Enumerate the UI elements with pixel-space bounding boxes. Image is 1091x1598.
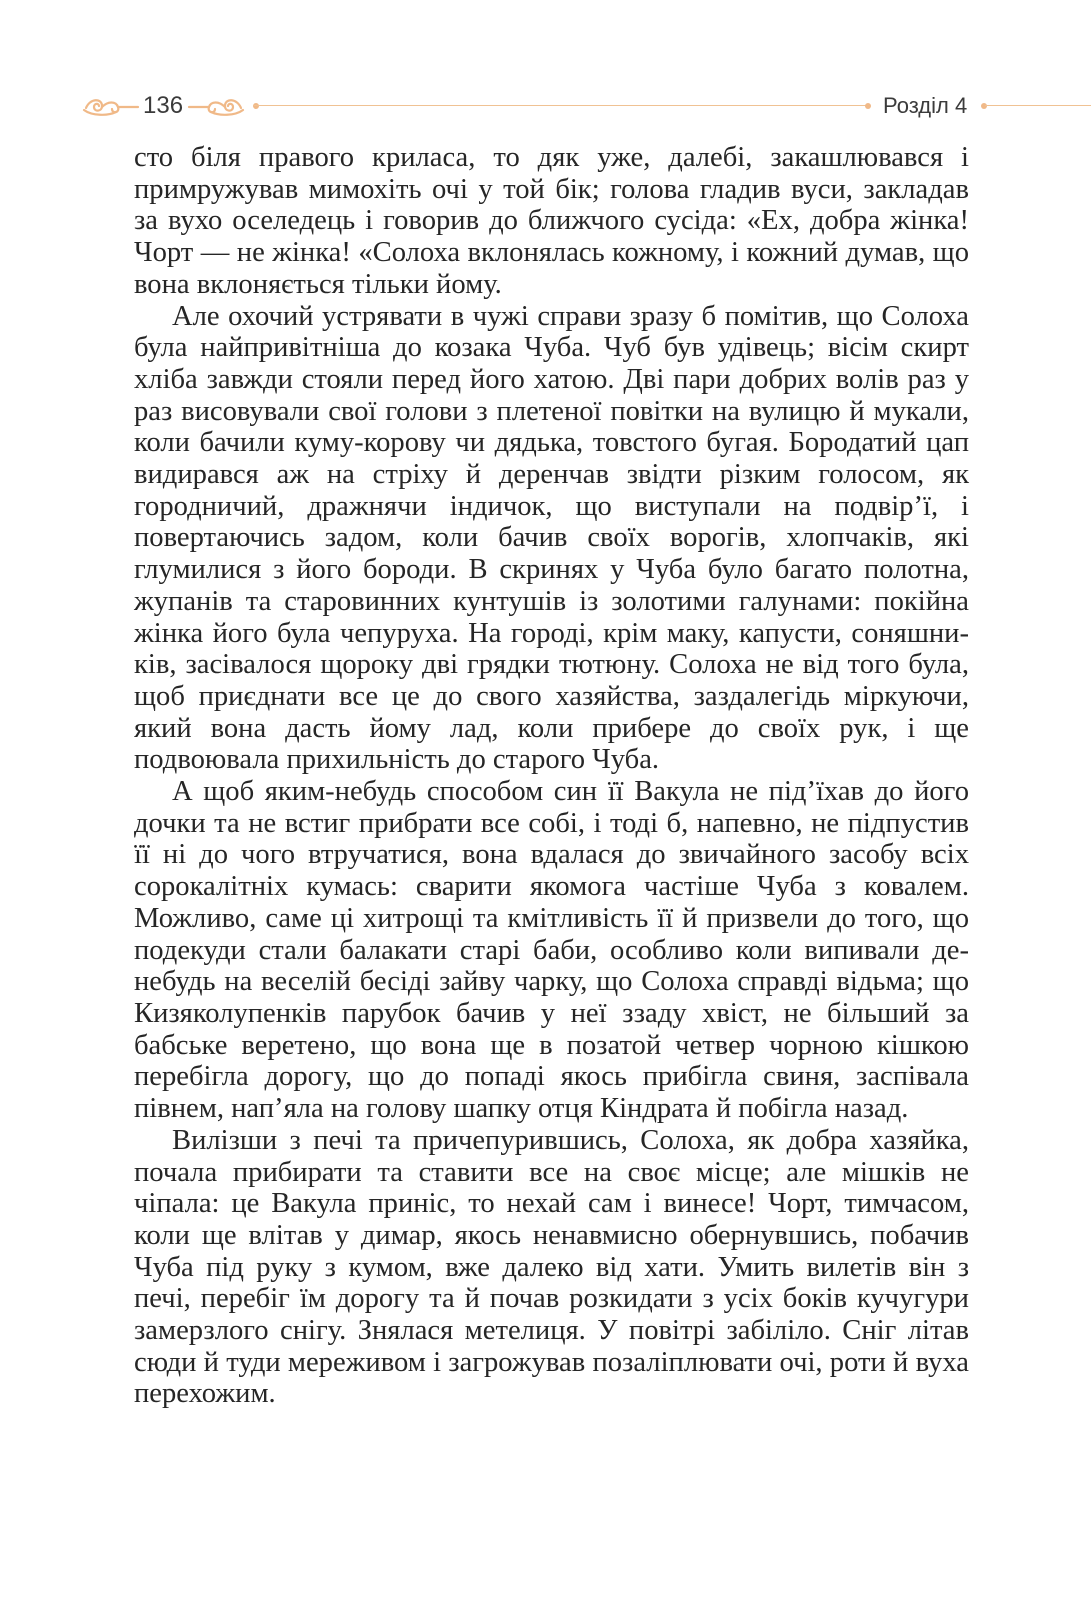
rule-dot-right (981, 103, 987, 109)
paragraph: Вилізши з печі та причепурившись, Солоха, як добра хазяйка, почала прибирати та ставити все на своє місце; але мішків не чіпала: це Вакула приніс, то нехай сам і винесе! Чорт, тимчасом, коли ще влітав у димар, якось ненавмисно обернувшись, побачив Чуба під руку з кумом, вже далеко від хати. Умить вилетів він з печі, перебіг їм дорогу та й почав розкидати з усіх боків кучугури замерзлого снігу. Знялася метелиця. У повітрі забіліло. Сніг літав сюди й туди мереживом і загрожував позаліплювати очі, роти й вуха перехожим. (134, 1124, 969, 1410)
page-number: 136 (143, 92, 184, 119)
body-text (134, 142, 969, 1410)
left-ornament-icon (82, 92, 140, 120)
rule-dot-start (253, 103, 259, 109)
chapter-title: Розділ 4 (883, 93, 968, 118)
page-header (0, 84, 1091, 128)
right-ornament-icon (187, 92, 245, 120)
header-rule-right (985, 105, 1091, 106)
paragraph: Але охочий устрявати в чужі справи зразу б помітив, що Солоха була найпривітніша до козака Чуба. Чуб був удівець; вісім скирт хліба завжди стояли перед його хатою. Дві пари добрих волів раз у раз висовували свої голови з плетеної повітки на вулицю й мукали, коли бачили куму-корову чи дядька, товстого бугая. Бородатий цап видирався аж на стріху й деренчав звідти різким голосом, як городничий, дражнячи індичок, що виступали на подвір’ї, і повертаючись задом, коли бачив своїх ворогів, хлопчаків, які глумилися з його бороди. В скринях у Чуба було багато полотна, жупанів та старовинних кунтушів із золотими галунами: покійна жінка його була чепуруха. На городі, крім маку, капусти, соняшників, засівалося щороку дві грядки тютюну. Солоха не від того була, щоб приєднати все це до свого хазяйства, заздалегідь міркуючи, який вона дасть йому лад, коли прибере до своїх рук, і ще подвоювала прихильність до старого Чуба. (134, 300, 969, 776)
paragraph: сто біля правого криласа, то дяк уже, далебі, закашлювався і примружував мимохіть очі у той бік; голова гладив вуси, закладав за вухо оселедець і говорив до ближчого сусіда: «Ех, добра жінка! Чорт — не жінка! «Солоха вклонялась кожному, і кожний думав, що вона вклоняється тільки йому. (134, 142, 969, 300)
header-rule (254, 105, 868, 106)
rule-dot-end (865, 103, 871, 109)
paragraph: А щоб яким-небудь способом син її Вакула не під’їхав до його дочки та не встиг прибрати все собі, і тоді б, напевно, не підпустив її ні до чого втручатися, вона вдалася до звичайного засобу всіх сорокалітніх кумась: сварити якомога частіше Чуба з ковалем. Можливо, саме ці хитрощі та кмітливість її й призвели до того, що подекуди стали балакати старі баби, особливо коли випивали де-небудь на веселій бесіді зайву чарку, що Солоха справді відьма; що Кизяколупенків парубок бачив у неї ззаду хвіст, не більший за бабське веретено, що вона ще в позатой четвер чорною кішкою перебігла дорогу, що до попаді якось прибігла свиня, заспівала півнем, нап’яла на голову шапку отця Кіндрата й побігла назад. (134, 776, 969, 1125)
